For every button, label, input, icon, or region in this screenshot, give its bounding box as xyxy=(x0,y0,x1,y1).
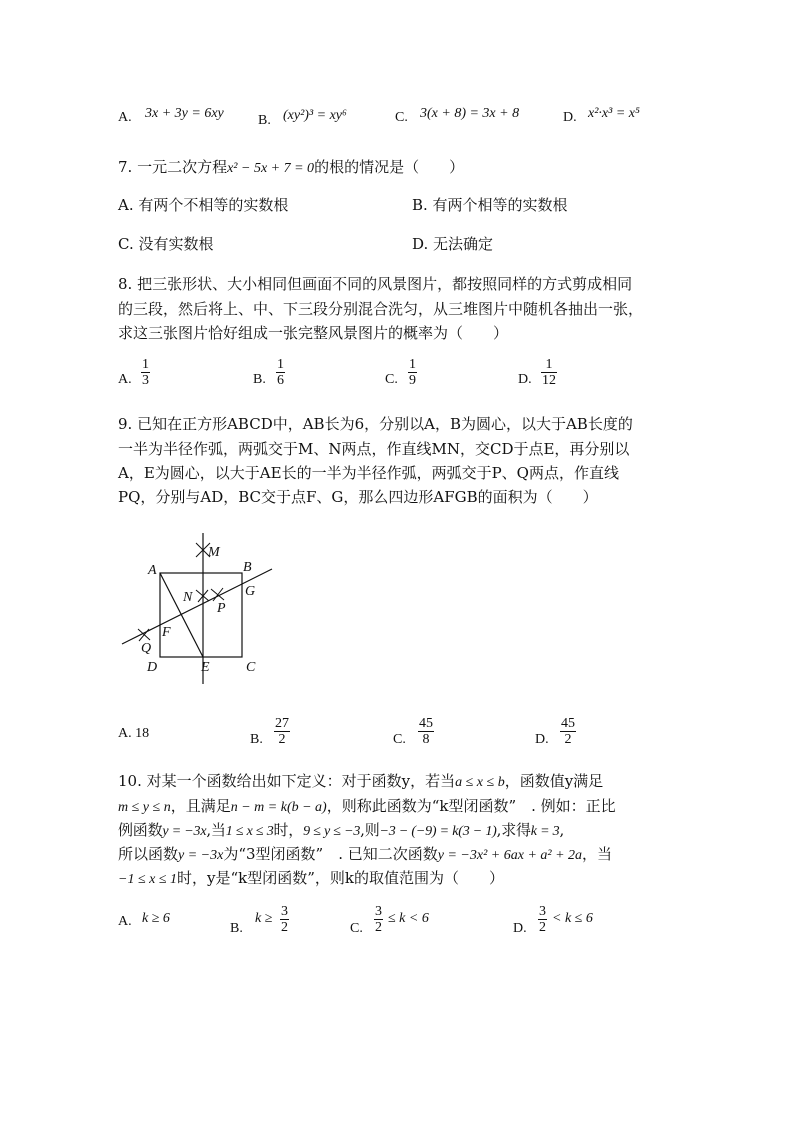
label-a: A xyxy=(148,563,157,578)
segment-ae xyxy=(160,573,203,657)
q10-option-d-label: D. xyxy=(513,921,527,936)
label-f: F xyxy=(162,625,171,640)
q10-option-d-fraction: $\frac{3}{2}$ xyxy=(539,904,546,935)
q9-option-b-label: B. xyxy=(250,732,263,747)
q10-line-2: m ≤ y ≤ n，且满足n − m = k(b − a)，则称此函数为“k型闭函数” . 例如：正比 xyxy=(118,797,616,815)
q8-line-1: 8. 把三张形状、大小相同但画面不同的风景图片，都按照同样的方式剪成相同 xyxy=(118,275,633,293)
q6-option-d-label: D. xyxy=(563,110,577,125)
q7-option-d: D. 无法确定 xyxy=(412,235,494,253)
q9-line-2: 一半为半径作弧，两弧交于M、N两点，作直线MN，交CD于点E，再分别以 xyxy=(118,440,630,458)
label-n: N xyxy=(183,590,193,605)
q6-option-c-expr: 3(x + 8) = 3x + 8 xyxy=(420,106,520,121)
q9-line-3: A，E为圆心，以大于AE长的一半为半径作弧，两弧交于P、Q两点，作直线 xyxy=(118,464,619,482)
q7-option-b: B. 有两个相等的实数根 xyxy=(412,196,568,214)
q9-option-c-fraction: $\frac{45}{8}$ xyxy=(419,716,433,747)
q8-option-c-label: C. xyxy=(385,372,398,387)
q10-line-5: −1 ≤ x ≤ 1时，y是“k型闭函数”，则k的取值范围为（ ） xyxy=(118,869,505,887)
q6-option-c-label: C. xyxy=(395,110,408,125)
q8-option-c-fraction: $\frac{1}{9}$ xyxy=(409,357,416,388)
q9-option-d-fraction: $\frac{45}{2}$ xyxy=(561,716,575,747)
q9-option-d-label: D. xyxy=(535,732,549,747)
q6-option-a-label: A. xyxy=(118,110,132,125)
q9-option-b-fraction: $\frac{27}{2}$ xyxy=(275,716,289,747)
q8-option-d-fraction: $\frac{1}{12}$ xyxy=(542,357,556,388)
label-b: B xyxy=(243,560,252,575)
q10-option-c-post: ≤ k < 6 xyxy=(388,911,429,926)
q10-option-b-fraction: $\frac{3}{2}$ xyxy=(281,904,288,935)
q7-stem xyxy=(118,154,464,182)
q7-option-a: A. 有两个不相等的实数根 xyxy=(118,196,289,214)
q10-option-c-fraction: $\frac{3}{2}$ xyxy=(375,904,382,935)
label-c: C xyxy=(246,660,256,675)
line-pq xyxy=(122,569,272,644)
q6-option-b-label: B. xyxy=(258,113,271,128)
q10-line-1: 10. 对某一个函数给出如下定义：对于函数y，若当a ≤ x ≤ b，函数值y满足 xyxy=(118,772,604,790)
q10-line-4: 所以函数y = −3x为“3型闭函数” . 已知二次函数y = −3x² + 6ax + a² + 2a，当 xyxy=(118,845,613,863)
q6-option-a-expr: 3x + 3y = 6xy xyxy=(145,106,224,121)
q8-option-b-fraction: $\frac{1}{6}$ xyxy=(277,357,284,388)
q9-line-4: PQ，分别与AD，BC交于点F、G，那么四边形AFGB的面积为（ ） xyxy=(118,488,598,506)
q9-line-1: 9. 已知在正方形ABCD中，AB长为6，分别以A，B为圆心，以大于AB长度的 xyxy=(118,415,633,433)
q10-option-b-pre: k ≥ xyxy=(255,911,273,926)
label-m: M xyxy=(208,545,220,560)
label-p: P xyxy=(217,601,226,616)
q8-line-3: 求这三张图片恰好组成一张完整风景图片的概率为（ ） xyxy=(118,324,509,342)
label-d: D xyxy=(147,660,158,675)
q8-line-2: 的三段，然后将上、中、下三段分别混合洗匀，从三堆图片中随机各抽出一张， xyxy=(118,300,644,318)
q7-option-c: C. 没有实数根 xyxy=(118,235,214,253)
q8-option-b-label: B. xyxy=(253,372,266,387)
q6-option-b-expr: (xy²)³ = xy⁶ xyxy=(283,108,347,123)
q8-option-a-label: A. xyxy=(118,372,132,387)
q10-option-c-label: C. xyxy=(350,921,363,936)
q6-option-d-expr: x²·x³ = x⁵ xyxy=(588,106,640,121)
q10-option-a-expr: k ≥ 6 xyxy=(142,911,170,926)
q7-stem-end: 的根的情况是（ ） xyxy=(314,158,465,176)
q9-option-c-label: C. xyxy=(393,732,406,747)
q10-option-b-label: B. xyxy=(230,921,243,936)
q9-option-a: A. 18 xyxy=(118,726,150,741)
q9-geometry-figure xyxy=(110,530,285,690)
q10-option-a-label: A. xyxy=(118,914,132,929)
q8-option-a-fraction: $\frac{1}{3}$ xyxy=(142,357,149,388)
q7-equation: x² − 5x + 7 = 0 xyxy=(227,161,315,176)
q10-line-3: 例函数y = −3x,当1 ≤ x ≤ 3时，9 ≤ y ≤ −3,则−3 − (−9) = k(3 − 1),求得k = 3, xyxy=(118,821,565,839)
q7-stem-start: 7. 一元二次方程 xyxy=(118,158,228,176)
q8-option-d-label: D. xyxy=(518,372,532,387)
label-e: E xyxy=(201,660,210,675)
square-abcd xyxy=(160,573,242,657)
label-q: Q xyxy=(141,641,152,656)
q10-option-d-post: < k ≤ 6 xyxy=(552,911,593,926)
label-g: G xyxy=(245,584,256,599)
